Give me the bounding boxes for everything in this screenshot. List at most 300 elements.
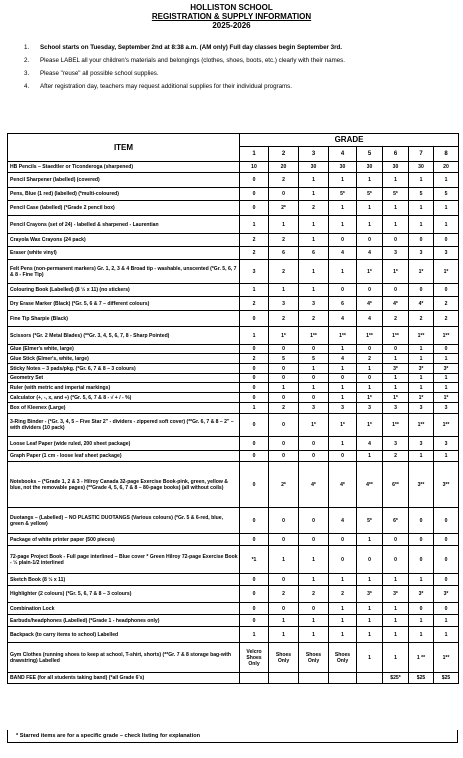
grade-quantity: *1 <box>240 546 269 574</box>
grade-quantity: 0 <box>329 451 357 462</box>
grade-quantity: 1 <box>357 451 383 462</box>
grade-number: 2 <box>269 147 299 162</box>
grade-quantity: 0 <box>329 234 357 247</box>
supply-item: Package of white printer paper (500 pieces) <box>8 534 240 546</box>
grade-quantity: 2 <box>240 297 269 311</box>
grade-quantity: 2 <box>269 234 299 247</box>
grade-quantity: 0 <box>329 374 357 383</box>
grade-quantity: 6 <box>269 247 299 260</box>
grade-quantity: 0 <box>299 345 329 354</box>
grade-quantity: 0 <box>434 345 459 354</box>
supply-item: Calculator (+, -, x, and ÷) (*Gr. 5, 6, 7 & 8 - √ + / - %) <box>8 393 240 403</box>
notice-text: After registration day, teachers may request additional supplies for their individual programs. <box>40 83 292 90</box>
grade-quantity: 20 <box>269 162 299 173</box>
grade-quantity: 1 <box>383 603 409 615</box>
grade-quantity: 6 <box>299 247 329 260</box>
grade-quantity: 3 <box>329 403 357 414</box>
grade-quantity: 2 <box>434 311 459 327</box>
grade-quantity: 1 <box>357 534 383 546</box>
grade-quantity: 0 <box>383 546 409 574</box>
grade-quantity: 1 <box>434 216 459 234</box>
supply-row <box>8 414 459 437</box>
supply-item: Graph Paper (1 cm - loose leaf sheet package) <box>8 451 240 462</box>
grade-quantity: $25 <box>434 673 459 684</box>
grade-quantity: 1** <box>434 327 459 345</box>
grade-quantity: 1* <box>357 393 383 403</box>
supply-item: 72-page Project Book - Full page interlined – Blue cover * Green Hilroy 72-page Exercise Book - ½ plain-1/2 interlined <box>8 546 240 574</box>
grade-quantity: 6 <box>329 297 357 311</box>
supply-item: Notebooks – (*Grade 1, 2 & 3 - Hilroy Canada 32-page Exercise Book-pink, green, yellow & blue, not the removable pages) (**Grade 4, 5, 6, 7 & 8 – 80-page books) (all without coils) <box>8 462 240 508</box>
grade-quantity: 1* <box>383 260 409 284</box>
grade-quantity: 1 <box>299 574 329 586</box>
grade-quantity: 5* <box>357 188 383 201</box>
grade-quantity: 2 <box>299 311 329 327</box>
grade-number: 7 <box>409 147 434 162</box>
grade-quantity: 1** <box>383 327 409 345</box>
supply-row <box>8 284 459 297</box>
grade-quantity: 1 <box>434 383 459 393</box>
grade-quantity: 1 <box>434 615 459 627</box>
grade-quantity: 3 <box>240 260 269 284</box>
grade-quantity: 2* <box>269 201 299 216</box>
grade-quantity: 0 <box>240 508 269 534</box>
grade-quantity: 4 <box>329 311 357 327</box>
grade-quantity: 4 <box>329 354 357 364</box>
grade-quantity: 1* <box>409 260 434 284</box>
supply-row <box>8 546 459 574</box>
supply-row <box>8 173 459 188</box>
grade-quantity: 0 <box>240 311 269 327</box>
supply-row <box>8 354 459 364</box>
grade-quantity: 1 <box>409 354 434 364</box>
grade-quantity: 0 <box>240 374 269 383</box>
grade-quantity: 3* <box>357 586 383 603</box>
grade-quantity: 0 <box>299 374 329 383</box>
grade-quantity: 1 <box>357 603 383 615</box>
supply-table-body <box>8 162 459 684</box>
supply-item: Loose Leaf Paper (wide ruled, 200 sheet package) <box>8 437 240 451</box>
supply-item: Glue (Elmer's white, large) <box>8 345 240 354</box>
grade-quantity: 3* <box>409 364 434 374</box>
grade-quantity: 1 <box>329 574 357 586</box>
supply-row <box>8 586 459 603</box>
grade-quantity: 1 <box>409 615 434 627</box>
grade-quantity: 0 <box>383 284 409 297</box>
grade-quantity: 1 <box>383 383 409 393</box>
grade-quantity: 1 <box>299 546 329 574</box>
notice-text: School starts on Tuesday, September 2nd at 8:38 a.m. (AM only) Full day classes begin September 3rd. <box>40 44 343 51</box>
notice-text: Please LABEL all your children's materials and belongings (clothes, shoes, boots, etc.) clearly with their names. <box>40 57 345 64</box>
grade-quantity: 5* <box>357 508 383 534</box>
grade-quantity: 1 <box>357 643 383 673</box>
grade-quantity: 5 <box>409 188 434 201</box>
grade-quantity: 0 <box>409 546 434 574</box>
grade-quantity: 0 <box>434 508 459 534</box>
grade-quantity: 0 <box>240 201 269 216</box>
grade-quantity: 1 <box>383 627 409 643</box>
grade-quantity: 1 <box>409 383 434 393</box>
supply-item: Combination Lock <box>8 603 240 615</box>
supply-row <box>8 260 459 284</box>
grade-quantity: 0 <box>299 437 329 451</box>
grade-quantity <box>299 673 329 684</box>
grade-quantity: 0 <box>409 508 434 534</box>
grade-quantity: 3* <box>383 586 409 603</box>
grade-quantity: 3* <box>409 586 434 603</box>
grade-quantity: 0 <box>269 603 299 615</box>
grade-quantity: 2 <box>269 173 299 188</box>
supply-row <box>8 297 459 311</box>
grade-quantity: 0 <box>240 414 269 437</box>
grade-quantity: 0 <box>269 437 299 451</box>
grade-quantity: 1 <box>299 173 329 188</box>
grade-quantity: 1 <box>299 383 329 393</box>
grade-quantity: 1 <box>434 451 459 462</box>
grade-number: 4 <box>329 147 357 162</box>
supply-row <box>8 188 459 201</box>
grade-quantity: 0 <box>269 534 299 546</box>
grade-quantity: 1 <box>329 173 357 188</box>
grade-quantity: 0 <box>269 574 299 586</box>
grade-quantity: 2 <box>299 586 329 603</box>
grade-quantity: 0 <box>240 603 269 615</box>
grade-quantity: 1 <box>383 216 409 234</box>
grade-quantity: 1 <box>409 451 434 462</box>
grade-quantity: 0 <box>383 345 409 354</box>
grade-quantity: $25 <box>409 673 434 684</box>
grade-quantity: 0 <box>240 586 269 603</box>
grade-quantity: 1 <box>383 374 409 383</box>
supply-item: Dry Erase Marker (Black) (*Gr. 5, 6 & 7 – different colours) <box>8 297 240 311</box>
grade-quantity: 0 <box>357 284 383 297</box>
grade-quantity: 4* <box>357 297 383 311</box>
grade-quantity: 0 <box>269 345 299 354</box>
supply-row <box>8 643 459 673</box>
grade-quantity: 0 <box>409 234 434 247</box>
grade-quantity: 3 <box>409 437 434 451</box>
grade-quantity: 1 <box>383 354 409 364</box>
supply-row <box>8 403 459 414</box>
grade-quantity: 5 <box>434 188 459 201</box>
supply-item: Glue Stick (Elmer's, white, large) <box>8 354 240 364</box>
notice-item: 4. After registration day, teachers may request additional supplies for their individual programs. <box>24 83 292 90</box>
grade-quantity: 0 <box>269 374 299 383</box>
grade-quantity: 1 <box>409 201 434 216</box>
supply-item: Earbuds/headphones (Labelled) (*Grade 1 - headphones only) <box>8 615 240 627</box>
supply-table <box>7 133 459 684</box>
grade-quantity: 0 <box>240 574 269 586</box>
supply-item: Eraser (white vinyl) <box>8 247 240 260</box>
school-year: 2025-2026 <box>212 21 251 30</box>
supply-row <box>8 574 459 586</box>
grade-quantity: 1* <box>357 414 383 437</box>
grade-quantity: 3 <box>383 403 409 414</box>
grade-quantity: 1 <box>383 173 409 188</box>
grade-quantity: 1** <box>409 327 434 345</box>
supply-item: Sticky Notes – 3 pads/pkg. (*Gr. 6, 7 & 8 – 3 colours) <box>8 364 240 374</box>
grade-quantity: 1* <box>434 393 459 403</box>
supply-item: Colouring Book (Labelled) (8 ½ x 11) (no stickers) <box>8 284 240 297</box>
grade-quantity: 2 <box>269 403 299 414</box>
grade-quantity: 1 <box>299 284 329 297</box>
grade-quantity: 1* <box>329 414 357 437</box>
grade-quantity: 1* <box>383 393 409 403</box>
grade-quantity: 1 <box>383 574 409 586</box>
grade-quantity: 1 <box>357 201 383 216</box>
grade-quantity: 1 <box>240 403 269 414</box>
grade-quantity: 3 <box>357 403 383 414</box>
supply-item: Geometry Set <box>8 374 240 383</box>
supply-row <box>8 247 459 260</box>
grade-column-header: GRADE <box>240 134 459 147</box>
grade-quantity: 1 <box>434 354 459 364</box>
grade-quantity: 0 <box>409 603 434 615</box>
supply-row <box>8 364 459 374</box>
supply-item: 3-Ring Binder - (*Gr. 3, 4, 5 – Five Star 2" - dividers - zippered soft cover) (**Gr. 6, 7 & 8 – 2" – with dividers (10 pack) <box>8 414 240 437</box>
grade-quantity: 1 <box>269 383 299 393</box>
notice-list <box>24 44 460 96</box>
grade-quantity: 3** <box>434 462 459 508</box>
grade-quantity: 0 <box>383 234 409 247</box>
grade-quantity: 0 <box>434 603 459 615</box>
school-name: HOLLISTON SCHOOL <box>190 3 273 12</box>
grade-quantity: 0 <box>240 393 269 403</box>
grade-quantity: 2 <box>269 260 299 284</box>
grade-quantity: 1 <box>409 627 434 643</box>
supply-row <box>8 508 459 534</box>
grade-quantity: 30 <box>299 162 329 173</box>
grade-quantity: 1 <box>329 627 357 643</box>
footnote: * Starred items are for a specific grade – check listing for explanation <box>7 730 458 743</box>
grade-quantity: 6** <box>383 462 409 508</box>
grade-quantity: 1 <box>357 574 383 586</box>
supply-item: Sketch Book (8 ½ x 11) <box>8 574 240 586</box>
grade-quantity: 1* <box>409 393 434 403</box>
grade-quantity: 5* <box>383 188 409 201</box>
grade-quantity: 1 <box>299 216 329 234</box>
grade-quantity: 0 <box>269 414 299 437</box>
grade-quantity: 2* <box>269 462 299 508</box>
grade-quantity: 2 <box>299 201 329 216</box>
grade-quantity: 1 <box>357 173 383 188</box>
grade-quantity: 1 <box>240 216 269 234</box>
grade-quantity: 3 <box>299 403 329 414</box>
grade-number: 6 <box>383 147 409 162</box>
grade-quantity: 1 <box>299 188 329 201</box>
grade-quantity: 1* <box>357 260 383 284</box>
grade-quantity: 0 <box>240 345 269 354</box>
supply-item: Ruler (with metric and imperial markings) <box>8 383 240 393</box>
supply-item: Pencil Sharpener (labelled) (covered) <box>8 173 240 188</box>
grade-number: 8 <box>434 147 459 162</box>
grade-quantity: 0 <box>240 173 269 188</box>
grade-quantity: 2 <box>329 586 357 603</box>
supply-row <box>8 615 459 627</box>
grade-quantity: 2 <box>383 451 409 462</box>
grade-quantity: Shoes Only <box>329 643 357 673</box>
grade-quantity: 4* <box>299 462 329 508</box>
grade-quantity: 1 <box>409 345 434 354</box>
grade-quantity: 0 <box>409 284 434 297</box>
grade-quantity: 6* <box>383 508 409 534</box>
grade-quantity: 0 <box>299 603 329 615</box>
grade-quantity: 0 <box>269 508 299 534</box>
grade-quantity: 3 <box>434 247 459 260</box>
grade-quantity: 1 <box>329 437 357 451</box>
grade-quantity: 1 <box>409 574 434 586</box>
supply-item: Felt Pens (non-permanent markers) Gr. 1, 2, 3 & 4 Broad tip - washable, unscented (*Gr. 5, 6, 7 & 8 - Fine Tip) <box>8 260 240 284</box>
supply-item: BAND FEE (for all students taking band) (*all Grade 6's) <box>8 673 240 684</box>
grade-quantity: 0 <box>269 364 299 374</box>
grade-quantity: 2 <box>409 311 434 327</box>
grade-quantity: 0 <box>240 383 269 393</box>
supply-row <box>8 311 459 327</box>
grade-quantity: 1 <box>269 216 299 234</box>
grade-quantity: 1* <box>434 260 459 284</box>
grade-quantity: 1** <box>329 327 357 345</box>
grade-quantity: 2 <box>269 311 299 327</box>
grade-quantity: 1 <box>357 216 383 234</box>
grade-quantity: 1 <box>240 284 269 297</box>
grade-quantity: Shoes Only <box>269 643 299 673</box>
supply-item: Crayola Wax Crayons (24 pack) <box>8 234 240 247</box>
grade-quantity: 30 <box>383 162 409 173</box>
grade-quantity: 1 <box>299 627 329 643</box>
grade-quantity: 0 <box>329 546 357 574</box>
grade-quantity: 0 <box>269 451 299 462</box>
grade-quantity: 1* <box>299 414 329 437</box>
grade-quantity: 1 <box>299 364 329 374</box>
grade-quantity: 2 <box>240 354 269 364</box>
grade-quantity: 3 <box>409 247 434 260</box>
supply-row <box>8 534 459 546</box>
grade-quantity: 1 <box>434 374 459 383</box>
grade-quantity: 0 <box>240 188 269 201</box>
grade-quantity: 1 <box>383 615 409 627</box>
grade-quantity: Velcro Shoes Only <box>240 643 269 673</box>
grade-quantity: 0 <box>240 534 269 546</box>
grade-quantity: 0 <box>240 462 269 508</box>
supply-row <box>8 673 459 684</box>
grade-quantity: 4 <box>329 508 357 534</box>
grade-quantity: 30 <box>409 162 434 173</box>
grade-quantity: 4 <box>357 311 383 327</box>
grade-number: 1 <box>240 147 269 162</box>
grade-quantity: 0 <box>299 534 329 546</box>
grade-quantity: 3* <box>434 586 459 603</box>
grade-quantity: 0 <box>240 437 269 451</box>
grade-quantity: 0 <box>409 534 434 546</box>
notice-item: 2. Please LABEL all your children's materials and belongings (clothes, shoes, boots, etc.) clearly with their names. <box>24 57 345 64</box>
grade-quantity: 0 <box>299 451 329 462</box>
grade-quantity: 0 <box>357 546 383 574</box>
grade-quantity: 1 <box>434 201 459 216</box>
supply-row <box>8 234 459 247</box>
grade-quantity <box>240 673 269 684</box>
grade-quantity: 2 <box>383 311 409 327</box>
grade-quantity: 2 <box>269 586 299 603</box>
grade-quantity: 4** <box>357 462 383 508</box>
grade-quantity: 0 <box>269 188 299 201</box>
grade-quantity <box>357 673 383 684</box>
supply-item: Pencil Crayons (set of 24) - labelled & sharpened - Laurentian <box>8 216 240 234</box>
grade-quantity: 4 <box>357 247 383 260</box>
supply-row <box>8 327 459 345</box>
grade-quantity: 1** <box>357 327 383 345</box>
grade-quantity: 3* <box>383 364 409 374</box>
grade-quantity: 2 <box>434 297 459 311</box>
grade-quantity <box>329 673 357 684</box>
grade-quantity: 2 <box>240 234 269 247</box>
grade-quantity: 0 <box>299 393 329 403</box>
grade-quantity: 0 <box>434 534 459 546</box>
grade-quantity: 1 <box>240 627 269 643</box>
supply-row <box>8 383 459 393</box>
grade-quantity: 1 <box>299 234 329 247</box>
grade-quantity: Shoes Only <box>299 643 329 673</box>
grade-quantity: 1 <box>383 643 409 673</box>
notice-item: 1. School starts on Tuesday, September 2nd at 8:38 a.m. (AM only) Full day classes begin September 3rd. <box>24 44 343 51</box>
grade-quantity: 30 <box>329 162 357 173</box>
grade-quantity: 1 <box>329 260 357 284</box>
grade-quantity: 3 <box>269 297 299 311</box>
grade-quantity: 1 <box>329 216 357 234</box>
grade-quantity: 1* <box>269 327 299 345</box>
grade-quantity: 0 <box>434 546 459 574</box>
supply-item: Box of Kleenex (Large) <box>8 403 240 414</box>
grade-quantity: 1 <box>329 603 357 615</box>
supply-row <box>8 627 459 643</box>
grade-number: 5 <box>357 147 383 162</box>
grade-quantity: 3 <box>434 403 459 414</box>
grade-quantity: 1 <box>269 546 299 574</box>
grade-quantity: 1 <box>329 345 357 354</box>
supply-item: Fine Tip Sharpie (Black) <box>8 311 240 327</box>
grade-quantity: 3 <box>409 403 434 414</box>
grade-quantity: 4 <box>329 247 357 260</box>
grade-quantity: 1 <box>329 201 357 216</box>
notice-item: 3. Please "reuse" all possible school supplies. <box>24 70 159 77</box>
grade-quantity: 1 <box>329 383 357 393</box>
grade-quantity: 1** <box>299 327 329 345</box>
supply-row <box>8 345 459 354</box>
supply-item: HB Pencils – Staedtler or Ticonderoga (sharpened) <box>8 162 240 173</box>
grade-quantity: 30 <box>357 162 383 173</box>
notice-text: Please "reuse" all possible school supplies. <box>40 70 159 77</box>
grade-quantity: 1 <box>329 364 357 374</box>
grade-quantity: 0 <box>240 615 269 627</box>
grade-quantity: 3 <box>434 437 459 451</box>
grade-quantity: 0 <box>299 508 329 534</box>
grade-quantity: 5 <box>269 354 299 364</box>
supply-item: Pencil Case (labelled) (*Grade 2 pencil box) <box>8 201 240 216</box>
grade-quantity: 0 <box>269 393 299 403</box>
grade-number: 3 <box>299 147 329 162</box>
grade-quantity: 1 <box>383 201 409 216</box>
grade-quantity: 1 <box>329 393 357 403</box>
grade-quantity: 2 <box>240 247 269 260</box>
grade-quantity: 0 <box>383 534 409 546</box>
supply-item: Gym Clothes (running shoes to keep at school, T-shirt, shorts) (**Gr. 7 & 8 storage bag-with drawstring) Labelled <box>8 643 240 673</box>
grade-quantity: 2 <box>357 354 383 364</box>
grade-quantity: 1** <box>434 414 459 437</box>
grade-quantity: 3** <box>409 462 434 508</box>
grade-quantity: 5 <box>299 354 329 364</box>
grade-quantity: 0 <box>329 534 357 546</box>
grade-quantity: 5* <box>329 188 357 201</box>
grade-quantity: 0 <box>329 284 357 297</box>
supply-row <box>8 603 459 615</box>
